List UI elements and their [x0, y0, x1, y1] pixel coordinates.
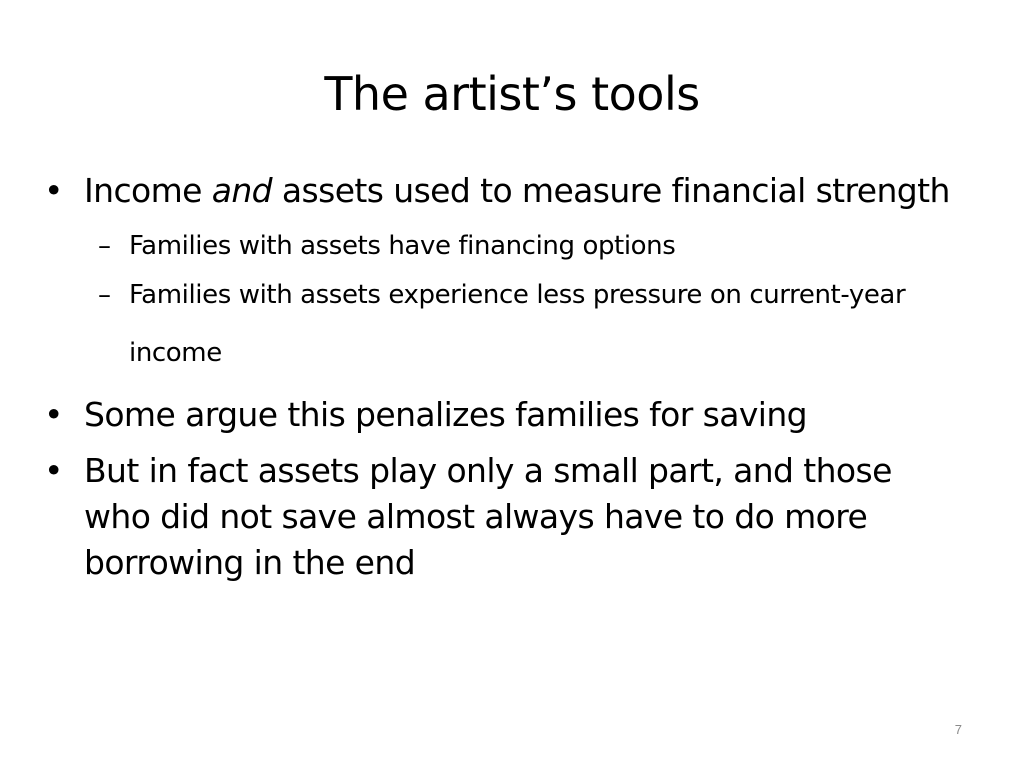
- sub-bullet-dash: –: [98, 231, 111, 261]
- slide-body: [44, 160, 964, 586]
- page-number: 7: [954, 722, 962, 737]
- sub-bullet-text: Families with assets have financing options: [129, 231, 676, 261]
- sub-bullet-item: [98, 226, 964, 266]
- bullet-marker: •: [44, 395, 63, 434]
- bullet-text-end: assets used to measure financial strength: [272, 171, 950, 210]
- slide-title: The artist’s tools: [324, 67, 700, 121]
- bullet-marker: •: [44, 171, 63, 210]
- bullet-item: [44, 448, 964, 586]
- bullet-item: [44, 392, 964, 438]
- bullet-text-start: Income: [84, 171, 212, 210]
- bullet-item: [44, 168, 964, 214]
- sub-bullet-dash: –: [98, 280, 111, 310]
- bullet-text-emphasis: and: [211, 171, 273, 210]
- sub-bullet-item: [98, 266, 964, 382]
- sub-bullet-text: Families with assets experience less pressure on current-year income: [129, 280, 906, 368]
- bullet-text: But in fact assets play only a small part, and those who did not save almost always have to do more borrowing in the end: [84, 451, 892, 582]
- bullet-text: Some argue this penalizes families for saving: [84, 395, 807, 434]
- sub-bullet-list: [44, 226, 964, 382]
- bullet-marker: •: [44, 451, 63, 490]
